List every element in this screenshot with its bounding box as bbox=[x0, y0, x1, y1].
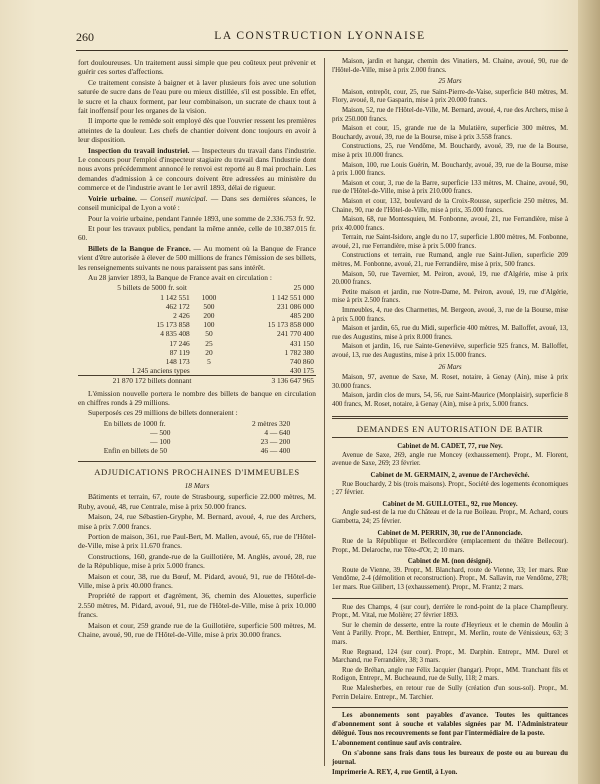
list-item: Maison, 97, avenue de Saxe, M. Roset, notaire, à Genay (Ain), mise à prix 30.000 francs. bbox=[332, 374, 568, 390]
paragraph: Ce traitement consiste à baigner et à laver plusieurs fois avec une solution saturée de sucre dans de l'eau pure ou mieux distillée, s'il est possible. En effet, le sucre et la chaux forment, par leur combinaison, un sucrate de chaux tout à fait inoffensif pour les organes de la vision. bbox=[78, 77, 316, 116]
table-cell: 20 bbox=[205, 347, 213, 357]
cabinet-heading: Cabinet de M. (non désigné). bbox=[407, 558, 493, 566]
list-item: Maison et jardin, 16, rue Sainte-Geneviève, superficie 925 francs, M. Balloffet, avoué, 13, rue des Augustins, mise à prix 15.000 francs. bbox=[332, 343, 568, 359]
table-cell: 740 860 bbox=[289, 356, 314, 366]
table-cell: 87 119 bbox=[169, 347, 190, 357]
list-item: Maison et cour, 15, grande rue de la Mulatière, superficie 300 mètres, M. Bouchardy, avoué, 39, rue de la Bourse, mise à prix 3.558 francs. bbox=[332, 125, 568, 141]
table-cell: Enfin en billets de 50 bbox=[103, 446, 168, 456]
list-item: Rue des Champs, 4 (sur cour), derrière le rond-point de la place Champfleury. Propr., M. Vital, rue Molière; 27 février 1893. bbox=[332, 603, 568, 620]
inspection-article bbox=[78, 146, 316, 193]
table-cell: 431 150 bbox=[289, 338, 314, 348]
table-row bbox=[78, 357, 316, 366]
table-cell: 430 175 bbox=[289, 366, 314, 376]
section-rule bbox=[332, 416, 568, 419]
list-item: Maison, 52, rue de l'Hôtel-de-Ville, M. Bernard, avoué, 4, rue des Archers, mise à prix 250.000 francs. bbox=[332, 106, 568, 123]
table-row bbox=[102, 419, 292, 428]
table-cell: En billets de 1000 fr. bbox=[103, 418, 166, 428]
notice-text: L'abonnement continue sauf avis contraire. bbox=[332, 739, 462, 748]
article-body: — Au moment où la Banque de France vient d'être autorisée à élever de 500 millions de francs l'émission de ses billets, les renseignements suivants ne nous paraissent pas sans intérêt. bbox=[78, 243, 316, 272]
table-cell: 25 000 bbox=[293, 283, 314, 293]
table-cell: 462 172 bbox=[165, 301, 190, 311]
table-cell: 3 136 647 965 bbox=[226, 376, 316, 386]
section-rule bbox=[332, 437, 568, 438]
table-row bbox=[102, 428, 292, 437]
date-heading: 18 Mars bbox=[184, 481, 210, 491]
table-row bbox=[102, 446, 292, 455]
list-item: Route de Vienne, 39. Propr., M. Blanchard, route de Vienne, 33; 1er mars. Rue Vendôme, 2-4 (démolition et reconstruction). Propr., M. Sallavin, rue Vendôme, 278; 1er mars. Rue Gilibert, 13 (exhaussement). Propr., M. Frantz; 2 mars. bbox=[332, 566, 568, 592]
table-cell: 485 200 bbox=[289, 310, 314, 320]
journal-title: LA CONSTRUCTION LYONNAISE bbox=[214, 30, 426, 42]
table-cell: 21 870 172 billets donnant bbox=[78, 376, 226, 386]
date-heading: 26 Mars bbox=[438, 363, 462, 371]
paragraph: Il importe que le remède soit employé dès que l'ouvrier ressent les premières atteintes de la douleur. Les chefs de chantier doivent donc toujours en avoir à leur disposition. bbox=[78, 116, 316, 145]
list-item: Maison et cour, 38, rue du Bœuf, M. Pidard, avoué, 91, rue de l'Hôtel-de-Ville, mise à prix 40.000 francs. bbox=[78, 571, 316, 591]
column-divider bbox=[324, 58, 325, 766]
list-item: Maison et jardin, 65, rue du Midi, superficie 400 mètres, M. Balloffet, avoué, 13, rue des Augustins, mise à prix 8.000 francs. bbox=[332, 325, 568, 341]
paragraph: L'émission nouvelle portera le nombre des billets de banque en circulation en chiffres ronds à 29 millions. bbox=[78, 388, 316, 407]
table-cell: — 500 bbox=[150, 428, 171, 437]
table-cell: 23 — 200 bbox=[260, 437, 291, 447]
book-spine bbox=[578, 0, 600, 784]
paragraph: fort douloureuses. Un traitement aussi simple que peu coûteux peut prévenir et guérir ces sortes d'affections. bbox=[78, 58, 316, 77]
list-item: Maison, 68, rue Montesquieu, M. Fonbonne, avoué, 21, rue Ferrandière, mise à prix 40.000 francs. bbox=[332, 216, 568, 232]
list-item: Maison, 50, rue Tavernier, M. Peiron, avoué, 19, rue d'Algérie, mise à prix 20.000 francs. bbox=[332, 270, 568, 287]
list-item: Avenue de Saxe, 269, angle rue Moncey (exhaussement). Propr., M. Florent, avenue de Saxe, 269; 23 février. bbox=[332, 451, 568, 468]
list-item: Constructions, 25, rue Vendôme, M. Bouchardy, avoué, 39, rue de la Bourse, mise à prix 10.000 francs. bbox=[332, 143, 568, 159]
list-item: Propriété de rapport et d'agrément, 36, chemin des Alouettes, superficie 2.550 mètres, M. Pidard, avoué, 91, rue de l'Hôtel-de-Ville, mise à prix 10.000 francs. bbox=[78, 591, 316, 620]
table-cell: 46 — 400 bbox=[260, 446, 291, 456]
table-cell: 15 173 858 000 bbox=[267, 320, 314, 330]
cabinet-heading: Cabinet de M. PERRIN, 30, rue de l'Annonciade. bbox=[377, 529, 523, 537]
section-rule bbox=[332, 598, 568, 599]
voirie-article bbox=[78, 194, 316, 213]
table-cell: 148 173 bbox=[165, 356, 190, 366]
list-item: Rue de Bréhan, angle rue Félix Jacquier (hangar). Propr., MM. Tranchant fils et Rodigon, Entrepr., M. Bucheaund, rue de Sully, 118; 2 mars. bbox=[332, 666, 568, 683]
table-total-row bbox=[78, 376, 316, 386]
list-item: Immeubles, 4, rue des Charmettes, M. Bergeon, avoué, 3, rue de la Bourse, mise à prix 5.000 francs. bbox=[332, 307, 568, 323]
table-cell: 50 bbox=[205, 329, 213, 339]
list-item: Rue de la République et Bellecordière (emplacement du théâtre Bellecour). Propr., M. Delaroche, rue Tête-d'Or, 2; 10 mars. bbox=[332, 538, 568, 554]
table-cell: 15 173 858 bbox=[156, 320, 190, 330]
table-row bbox=[78, 311, 316, 320]
date-heading: 25 Mars bbox=[438, 78, 462, 86]
table-cell: 500 bbox=[203, 301, 215, 311]
list-item: Constructions, 160, grande-rue de la Guillotière, M. Anglès, avoué, 28, rue de la République, mise à prix 5.000 francs. bbox=[78, 551, 316, 571]
section-title: ADJUDICATIONS PROCHAINES D'IMMEUBLES bbox=[94, 466, 300, 477]
cabinet-heading: Cabinet de M. GERMAIN, 2, avenue de l'Archevêché. bbox=[370, 471, 530, 479]
table-cell: 231 086 000 bbox=[277, 301, 314, 311]
table-row bbox=[102, 437, 292, 446]
table-row bbox=[78, 329, 316, 338]
table-row bbox=[78, 302, 316, 311]
table-cell: — 100 bbox=[150, 437, 171, 447]
table-row bbox=[78, 320, 316, 329]
paragraph: Pour la voirie urbaine, pendant l'année 1893, une somme de 2.336.753 fr. 92. bbox=[88, 213, 316, 223]
table-cell: 1000 bbox=[201, 292, 217, 302]
banknotes-table bbox=[78, 283, 316, 385]
paragraph: Superposés ces 29 millions de billets donneraient : bbox=[88, 408, 238, 418]
printer-imprint: Imprimerie A. REY, 4, rue Gentil, à Lyon. bbox=[332, 768, 458, 777]
right-column bbox=[332, 58, 568, 778]
list-item: Maison, 100, rue Louis Guérin, M. Bouchardy, avoué, 39, rue de la Bourse, mise à prix 1.000 francs. bbox=[332, 161, 568, 178]
notice-text: On s'abonne sans frais dans tous les bureaux de poste ou au bureau du journal. bbox=[332, 749, 568, 767]
table-cell: 200 bbox=[203, 310, 215, 320]
table-cell: 1 245 anciens types bbox=[131, 366, 190, 376]
list-item: Angle sud-est de la rue du Château et de la rue Boileau. Propr., M. Achard, cours Gambetta, 24; 25 février. bbox=[332, 509, 568, 525]
page-header bbox=[76, 28, 564, 48]
article-body: — Inspecteurs du travail dans l'industrie. Le concours pour l'emploi d'inspecteur stagiaire du travail dans l'industrie dont nous avons précédemment annoncé le renvoi est reporté au 8 mai prochain. Les demandes d'admission à ce concours doivent être adressées au ministère du commerce et de l'industrie avant le 1er avril 1893, délai de rigueur. bbox=[78, 145, 316, 193]
cabinet-heading: Cabinet de M. GUILLOTEL, 92, rue Moncey. bbox=[382, 500, 518, 508]
article-subtitle: — Conseil municipal. bbox=[136, 193, 208, 203]
paragraph: Et pour les travaux publics, pendant la même année, celle de 10.387.015 fr. 60. bbox=[78, 223, 316, 243]
list-item: Bâtiments et terrain, 67, route de Strasbourg, superficie 22.000 mètres, M. Ruby, avoué, 48, rue Centrale, mise à prix 50.000 francs. bbox=[78, 492, 316, 511]
list-item: Maison, 24, rue Sébastien-Gryphe, M. Bernard, avoué, 4, rue des Archers, mise à prix 7.000 francs. bbox=[78, 512, 316, 531]
list-item: Rue Regnaud, 124 (sur cour). Propr., M. Darphin. Entrepr., MM. Durel et Marchand, rue Ferrandière, 38; 3 mars. bbox=[332, 648, 568, 665]
list-item: Rue Bouchardy, 2 bis (trois maisons). Propr., Société des logements économiques ; 27 février. bbox=[332, 480, 568, 497]
table-cell: 17 246 bbox=[169, 338, 190, 348]
stack-height-table bbox=[102, 419, 292, 456]
table-cell bbox=[192, 366, 226, 376]
list-item: Portion de maison, 361, rue Paul-Bert, M. Mallen, avoué, 65, rue de l'Hôtel-de-Ville, mise à prix 11.670 francs. bbox=[78, 532, 316, 551]
paragraph: Au 28 janvier 1893, la Banque de France avait en circulation : bbox=[88, 272, 272, 282]
table-cell: 1 142 551 000 bbox=[271, 292, 314, 302]
article-title: Inspection du travail industriel. bbox=[88, 145, 190, 155]
article-body: — Dans ses dernières séances, le conseil municipal de Lyon a voté : bbox=[78, 193, 316, 213]
table-cell: 1 142 551 bbox=[160, 292, 190, 302]
table-cell: 4 — 640 bbox=[264, 428, 291, 437]
list-item: Sur le chemin de desserte, entre la route d'Heyrieux et le chemin de Moulin à Vent à Parilly. Propr., M. Berthier, Entrepr., M. Merlin, route de Vénissieux, 63; 3 mars. bbox=[332, 621, 568, 647]
table-cell: 25 bbox=[205, 338, 213, 348]
table-cell: 100 bbox=[203, 320, 215, 330]
list-item: Terrain, rue Saint-Isidore, angle du no 17, superficie 1.800 mètres, M. Fonbonne, avoué, 21, rue Ferrandière, mise à prix 5.000 francs. bbox=[332, 234, 568, 250]
table-cell: 5 billets de 5000 fr. soit bbox=[117, 283, 187, 293]
list-item: Maison et cour, 132, boulevard de la Croix-Rousse, superficie 250 mètres, M. Chaine, 90, rue de l'Hôtel-de-Ville, mise à prix, 35.000 francs. bbox=[332, 197, 568, 214]
section-title: DEMANDES EN AUTORISATION DE BATIR bbox=[356, 423, 544, 434]
table-cell: 5 bbox=[207, 356, 211, 366]
page-number: 260 bbox=[76, 30, 94, 44]
article-title: Voirie urbaine. bbox=[88, 193, 137, 203]
list-item: Maison et cour, 3, rue de la Barre, superficie 133 mètres, M. Chaine, avoué, 90, rue de l'Hôtel-de-Ville, mise à prix 210.000 francs. bbox=[332, 179, 568, 196]
left-column bbox=[78, 58, 316, 641]
list-item: Constructions et terrain, rue Rumand, angle rue Saint-Julien, superficie 209 mètres, M. Fonbonne, avoué, 21, rue Ferrandière, mise à prix, 500 francs. bbox=[332, 252, 568, 269]
table-row bbox=[78, 348, 316, 357]
subscription-notice bbox=[332, 707, 568, 777]
cabinet-heading: Cabinet de M. CADET, 77, rue Ney. bbox=[397, 443, 503, 451]
list-item: Petite maison et jardin, rue Notre-Dame, M. Peiron, avoué, 19, rue d'Algérie, mise à prix 2.500 francs. bbox=[332, 288, 568, 305]
section-rule bbox=[78, 461, 316, 462]
list-item: Maison, jardin clos de murs, 54, 56, rue Saint-Maurice (Monplaisir), superficie 8 400 francs, M. Roset, notaire, à Genay (Ain), mise à prix, 5.000 francs. bbox=[332, 392, 568, 408]
table-cell: 241 770 400 bbox=[277, 329, 314, 339]
table-cell: 4 835 408 bbox=[160, 329, 190, 339]
notice-text: Les abonnements sont payables d'avance. Toutes les quittances d'abonnement sont à souche et valables signées par M. l'Administrateur délégué. Tous nos recouvrements se font par l'intermédiaire de la poste. bbox=[332, 711, 568, 738]
table-cell: 1 782 380 bbox=[284, 347, 314, 357]
header-rule bbox=[76, 50, 568, 51]
list-item: Maison, jardin et hangar, chemin des Vinatiers, M. Chaine, avoué, 90, rue de l'Hôtel-de-Ville, mise à prix 2.000 francs. bbox=[332, 58, 568, 74]
list-item: Rue Malesherbes, en retour rue de Sully (création d'un sous-sol). Propr., M. Perrin Delaire. Entrepr., M. Tarchier. bbox=[332, 685, 568, 701]
table-row bbox=[78, 339, 316, 348]
list-item: Maison et cour, 259 grande rue de la Guillotière, superficie 500 mètres, M. Chaine, avoué, 90, rue de l'Hôtel-de-Ville, mise à prix 30.000 francs. bbox=[78, 620, 316, 640]
table-row bbox=[78, 366, 316, 376]
table-row bbox=[78, 283, 316, 292]
table-cell: 2 426 bbox=[173, 310, 190, 320]
table-cell: 2 mètres 320 bbox=[252, 418, 291, 428]
table-row bbox=[78, 293, 316, 302]
article-title: Billets de la Banque de France. bbox=[88, 243, 191, 253]
bank-article bbox=[78, 244, 316, 272]
list-item: Maison, entrepôt, cour, 25, rue Saint-Pierre-de-Vaise, superficie 840 mètres, M. Flory, avoué, 8, rue Gasparin, mise à prix 20.000 francs. bbox=[332, 88, 568, 105]
